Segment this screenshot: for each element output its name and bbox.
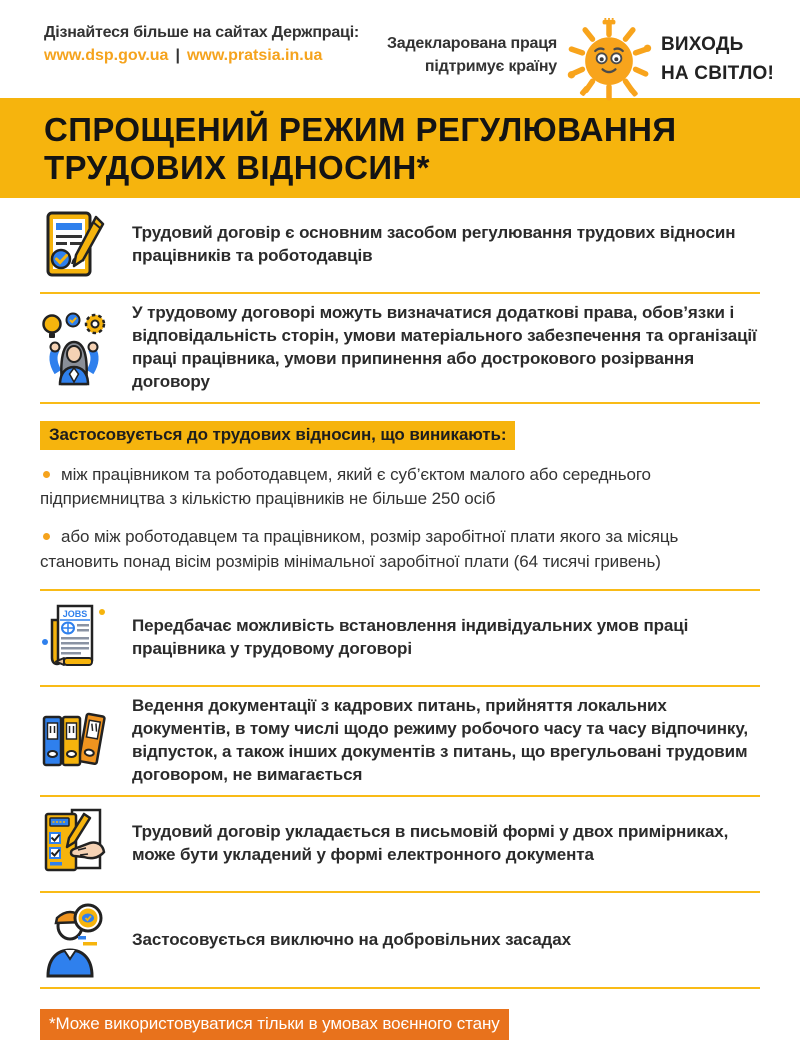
section-text: Трудовий договір укладається в письмовій формі у двох примірниках, може бути укладений у формі електронного документа — [132, 822, 729, 865]
site-links — [44, 47, 359, 65]
applies-block — [40, 404, 760, 590]
campaign-line-1: ВИХОДЬ — [660, 34, 744, 55]
section-additional-terms — [40, 294, 760, 402]
section-text: Застосовується виключно на добровільних засадах — [132, 929, 571, 949]
section-text: Ведення документації з кадрових питань, прийняття локальних документів, в тому числі щодо режиму робочого часу та часу відпочинку, відпусток, а також інших документів з питань, що врегульовані трудовим договором, не вимагається — [132, 696, 749, 785]
section-voluntary — [40, 893, 760, 987]
section-text: Передбачає можливість встановлення індивідуальних умов праці працівника у трудовому договорі — [132, 616, 689, 659]
section-written-form — [40, 797, 760, 891]
link-separator: | — [175, 47, 180, 64]
employee-ideas-icon — [40, 309, 108, 387]
dsp-gov-ua-link[interactable]: www.dsp.gov.ua — [44, 47, 169, 64]
section-no-hr-docs — [40, 687, 760, 795]
worker-check-icon — [40, 901, 108, 979]
footnote: *Може використовуватися тільки в умовах воєнного стану — [40, 1009, 509, 1040]
section-contract-basis — [40, 198, 760, 292]
bullet-dot-icon — [43, 471, 50, 478]
pratsia-in-ua-link[interactable]: www.pratsia.in.ua — [186, 47, 323, 64]
bullet-text: між працівником та роботодавцем, який є суб’єктом малого або середнього підприємництва з кількістю працівників не більше 250 осіб — [40, 464, 651, 509]
slogan-line-1: Задекларована праця — [386, 35, 557, 52]
campaign-slogan — [387, 32, 557, 78]
campaign-name — [661, 30, 774, 89]
content — [0, 198, 800, 989]
jobs-icon-label: JOBS — [62, 609, 88, 620]
jobs-list-icon — [40, 599, 108, 677]
page-title — [44, 111, 756, 187]
campaign-line-2: НА СВІТЛО! — [660, 63, 774, 85]
binders-icon — [40, 702, 108, 780]
section-text: Трудовий договір є основним засобом регулювання трудових відносин працівників та роботодавців — [132, 223, 736, 265]
bullet-text: або між роботодавцем та працівником, розмір заробітної плати якого за місяць становить понад вісім розмірів мінімальної заробітної плати (64 тисячі гривень) — [40, 527, 679, 571]
footnote-wrap — [0, 989, 800, 1040]
section-text: У трудовому договорі можуть визначатися додаткові права, обов’язки і відповідальність сторін, умови матеріального забезпечення та організації праці працівника, умови припинення або дострокового розірвання договору — [132, 303, 757, 391]
header-left — [44, 24, 359, 65]
signing-form-icon — [40, 805, 108, 883]
page-title-line-2: ТРУДОВИХ ВІДНОСИН* — [44, 149, 430, 186]
slogan-line-2: підтримує країну — [424, 58, 557, 76]
applies-heading: Застосовується до трудових відносин, що виникають: — [40, 421, 515, 450]
header-right — [387, 24, 774, 106]
bullet-item — [40, 463, 760, 512]
title-banner — [0, 98, 800, 198]
sun-logo-icon — [565, 18, 653, 106]
bullet-item — [40, 525, 760, 574]
more-info-label: Дізнайтеся більше на сайтах Держпраці: — [44, 24, 360, 41]
contract-signing-icon — [40, 206, 108, 284]
page-title-line-1: СПРОЩЕНИЙ РЕЖИМ РЕГУЛЮВАННЯ — [44, 111, 677, 148]
section-individual-terms — [40, 591, 760, 685]
header — [0, 0, 800, 98]
bullet-dot-icon — [43, 533, 50, 540]
